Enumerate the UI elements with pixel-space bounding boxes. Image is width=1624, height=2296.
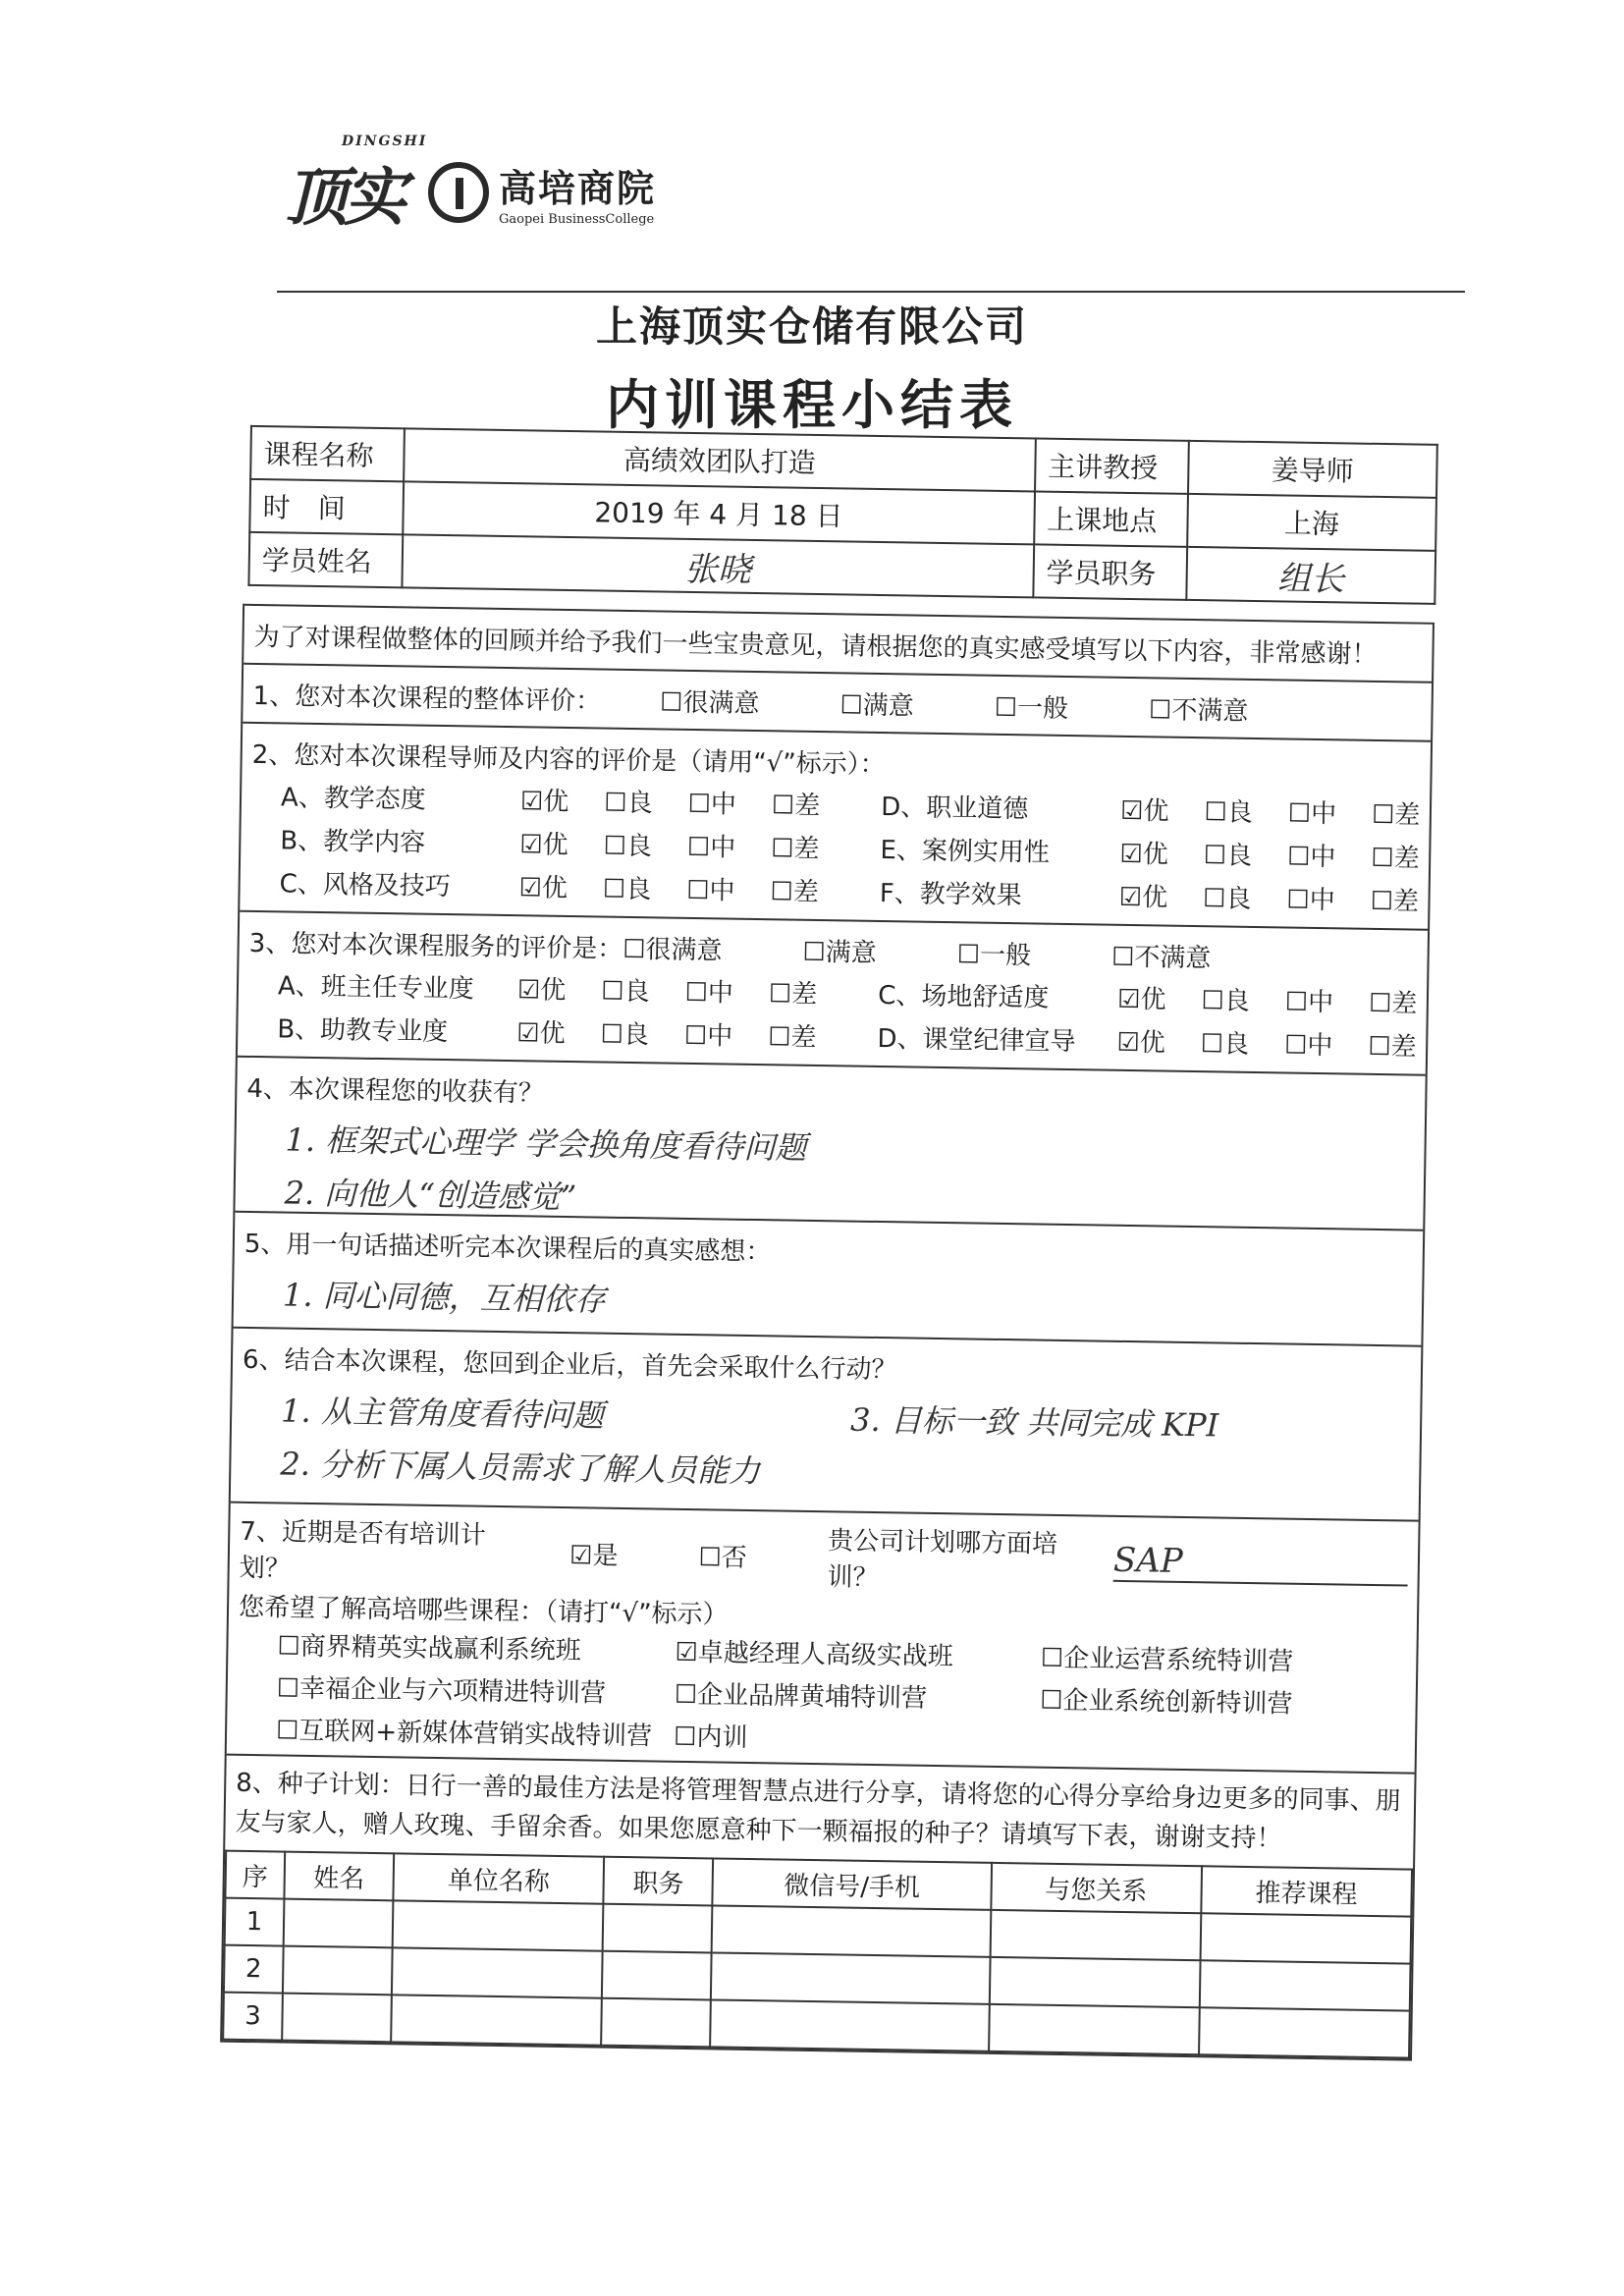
course-checkbox[interactable]: ☐互联网+新媒体营销实战特训营 — [275, 1716, 653, 1752]
q3-unsatisfied-checkbox[interactable]: ☐不满意 — [1110, 942, 1212, 973]
intro-text: 为了对课程做整体的回顾并给予我们一些宝贵意见，请根据您的真实感受填写以下内容，非常感谢！ — [253, 622, 1378, 670]
gaopei-logo: 高培商院 Gaopei BusinessCollege — [428, 158, 656, 227]
q1-satisfied-checkbox[interactable]: ☐满意 — [839, 689, 914, 722]
q3-rating-checkbox[interactable]: ☐差 — [1368, 988, 1418, 1019]
q3-rating-checkbox[interactable]: ☐良 — [1200, 1028, 1250, 1060]
q2-rating-checkbox[interactable]: ☐良 — [604, 788, 653, 818]
seed-cell[interactable] — [1200, 1913, 1411, 1963]
q2-rating-checkbox[interactable]: ☐良 — [1203, 840, 1253, 871]
course-name: 高绩效团队打造 — [404, 428, 1036, 491]
q2-rating-checkbox[interactable]: ☐中 — [686, 832, 736, 863]
q2-rating-checkbox[interactable]: ☑优 — [1119, 839, 1169, 870]
q2-rating-checkbox[interactable]: ☐差 — [1371, 843, 1420, 874]
header-divider — [277, 291, 1465, 293]
seed-cell[interactable] — [1200, 1960, 1411, 2010]
q6-answer-3[interactable]: 3. 目标一致 共同完成 KPI — [849, 1400, 1219, 1445]
seed-row-number: 1 — [225, 1898, 285, 1946]
q2-item-label: A、教学态度 — [280, 782, 427, 815]
seed-cell[interactable] — [393, 1900, 604, 1950]
course-checkbox[interactable]: ☑卓越经理人高级实战班 — [675, 1637, 954, 1672]
q6-answer-1[interactable]: 1. 从主管角度看待问题 — [280, 1392, 605, 1435]
course-date: 2019 年 4 月 18 日 — [403, 481, 1035, 544]
q2-rating-checkbox[interactable]: ☑优 — [519, 786, 569, 817]
q3-rating-checkbox[interactable]: ☐中 — [1283, 1029, 1333, 1061]
q2-rating-checkbox[interactable]: ☐中 — [1287, 798, 1337, 829]
question-6: 6、结合本次课程，您回到企业后，首先会采取什么行动？ 1. 从主管角度看待问题 3. 目标一致 共同完成 KPI 2. 分析下属人员需求了解人员能力 — [231, 1327, 1422, 1520]
q3-rating-checkbox[interactable]: ☐中 — [683, 1020, 733, 1052]
course-checkbox[interactable]: ☐企业系统创新特训营 — [1040, 1685, 1293, 1720]
course-checkbox[interactable]: ☐幸福企业与六项精进特训营 — [276, 1673, 607, 1709]
question-8: 8、种子计划：日行一善的最佳方法是将管理智慧点进行分享，请将您的心得分享给身边更多的同事、朋友与家人，赠人玫瑰、手留余香。如果您愿意种下一颗福报的种子？请填写下表，谢谢支持！ 序 姓名 单位名称 职务 微信号/手机 与您关系 推荐课程 1 2 3 — [222, 1754, 1414, 2059]
q2-item-label: C、风格及技巧 — [279, 868, 452, 902]
q2-rating-checkbox[interactable]: ☐差 — [1371, 799, 1421, 831]
q7-no-checkbox[interactable]: ☐否 — [698, 1542, 748, 1573]
q2-rating-checkbox[interactable]: ☐差 — [770, 876, 820, 907]
seed-cell[interactable] — [712, 1905, 991, 1956]
q3-average-checkbox[interactable]: ☐一般 — [956, 939, 1032, 970]
q3-item-label: D、课堂纪律宣导 — [877, 1023, 1076, 1057]
seed-table-header: 姓名 — [284, 1852, 394, 1901]
info-table: 课程名称 高绩效团队打造 主讲教授 姜导师 时 间 2019 年 4 月 18 日 上课地点 上海 学员姓名 张晓 学员职务 组长 — [247, 425, 1437, 605]
q7-yes-checkbox[interactable]: ☑是 — [568, 1540, 619, 1571]
q1-average-checkbox[interactable]: ☐一般 — [994, 692, 1069, 724]
seed-cell[interactable] — [989, 2004, 1200, 2054]
q2-rating-checkbox[interactable]: ☐中 — [1286, 842, 1336, 872]
q2-item-4 — [279, 859, 840, 911]
question-4: 4、本次课程您的收获有？ 1. 框架式心理学 学会换角度看待问题 2. 向他人“创造感觉” — [235, 1056, 1425, 1230]
seed-cell[interactable] — [603, 1904, 713, 1953]
course-checkbox[interactable]: ☐商界精英实战赢利系统班 — [277, 1631, 581, 1667]
seed-cell[interactable] — [990, 1910, 1201, 1960]
seed-cell[interactable] — [989, 1957, 1200, 2007]
q3-rating-checkbox[interactable]: ☐差 — [767, 1021, 817, 1053]
q2-item-label: B、教学内容 — [280, 825, 426, 858]
student-position: 组长 — [1186, 547, 1435, 604]
q2-rating-checkbox[interactable]: ☐中 — [687, 789, 737, 820]
q2-rating-checkbox[interactable]: ☐中 — [685, 875, 735, 906]
question-3: 3、您对本次课程服务的评价是： ☐很满意 ☐满意 ☐一般 ☐不满意 A、班主任专业度 ☑优 ☐良 ☐中 ☐差 C、场地舒适度 ☑优 ☐良 ☐中 ☐差 B、助教专业度 ☑优 ☐良 ☐中 ☐差 D、课堂纪律宣导 ☑优 ☐良 ☐中 ☐差 — [238, 910, 1428, 1074]
gaopei-mark-icon — [428, 162, 489, 223]
q3-rating-checkbox[interactable]: ☐良 — [600, 1019, 650, 1050]
form-body — [171, 424, 1443, 2061]
logo-area — [285, 134, 657, 238]
q2-rating-checkbox[interactable]: ☐良 — [602, 874, 652, 904]
seed-row-number: 3 — [223, 1993, 283, 2041]
q3-rating-checkbox[interactable]: ☑优 — [516, 974, 567, 1006]
q2-rating-checkbox[interactable]: ☑优 — [1118, 882, 1168, 913]
seed-row-number: 2 — [224, 1945, 284, 1994]
q3-item-2 — [277, 1005, 839, 1057]
question-7: 7、近期是否有培训计划？ ☑是 ☐否 贵公司计划哪方面培训？ SAP 您希望了解高培哪些课程：（请打“√”标示） ☐商界精英实战赢利系统班 ☑卓越经理人高级实战班 ☐企业运营系统特训营 ☐幸福企业与六项精进特训营 ☐企业品牌黄埔特训营 ☐企业系统创新特训营 ☐互联网+新媒体营销实战特训营 ☐内训 — [227, 1502, 1419, 1773]
q3-item-label: C、场地舒适度 — [877, 980, 1050, 1013]
seed-table-header: 推荐课程 — [1201, 1866, 1412, 1916]
seed-table-header: 单位名称 — [394, 1853, 605, 1903]
course-checkbox[interactable]: ☐企业运营系统特训营 — [1040, 1643, 1294, 1677]
q7-plan-field[interactable]: SAP — [1113, 1541, 1409, 1587]
q3-item-3 — [877, 1014, 1438, 1066]
question-2: 2、您对本次课程导师及内容的评价是（请用“√”标示）： A、教学态度 ☑优 ☐良 ☐中 ☐差 D、职业道德 ☑优 ☐良 ☐中 ☐差 B、教学内容 ☑优 ☐良 ☐中 ☐差 E、案例实用性 ☑优 ☐良 ☐中 ☐差 C、风格及技巧 ☑优 ☐良 ☐中 ☐差 F、教学效果 ☑优 ☐良 ☐中 ☐差 — [240, 722, 1431, 929]
form-title: 内训课程小结表 — [606, 374, 1018, 436]
q5-answer-1[interactable]: 1. 同心同德，互相依存 — [282, 1276, 607, 1319]
q2-rating-checkbox[interactable]: ☑优 — [518, 872, 568, 903]
seed-table-header: 职务 — [604, 1857, 714, 1906]
q3-rating-checkbox[interactable]: ☐中 — [1284, 986, 1334, 1017]
seed-cell[interactable] — [1199, 2007, 1410, 2057]
q1-unsatisfied-checkbox[interactable]: ☐不满意 — [1148, 694, 1249, 727]
q6-answer-2[interactable]: 2. 分析下属人员需求了解人员能力 — [280, 1445, 761, 1491]
q2-item-5 — [880, 869, 1441, 921]
company-name: 上海顶实仓储有限公司 — [595, 302, 1028, 351]
q3-item-label: B、助教专业度 — [277, 1013, 449, 1047]
q3-rating-checkbox[interactable]: ☑优 — [516, 1017, 566, 1049]
q2-rating-checkbox[interactable]: ☐良 — [603, 831, 653, 861]
q4-answer-1[interactable]: 1. 框架式心理学 学会换角度看待问题 — [285, 1121, 807, 1167]
q2-rating-checkbox[interactable]: ☐良 — [1202, 883, 1252, 914]
course-place: 上海 — [1187, 494, 1436, 551]
q3-rating-checkbox[interactable]: ☐中 — [684, 977, 734, 1009]
q3-rating-checkbox[interactable]: ☐良 — [1201, 985, 1251, 1016]
seed-cell[interactable] — [711, 1999, 990, 2050]
q2-rating-checkbox[interactable]: ☐中 — [1286, 885, 1335, 915]
q4-answer-2[interactable]: 2. 向他人“创造感觉” — [284, 1174, 577, 1217]
q3-satisfied-checkbox[interactable]: ☐满意 — [802, 937, 878, 968]
student-name: 张晓 — [402, 534, 1034, 597]
q2-rating-checkbox[interactable]: ☐差 — [771, 790, 821, 821]
course-checkbox[interactable]: ☐内训 — [673, 1722, 748, 1753]
seed-table-header: 与您关系 — [991, 1863, 1202, 1913]
seed-table-header: 微信号/手机 — [713, 1858, 992, 1909]
survey — [220, 604, 1435, 2061]
q2-item-label: E、案例实用性 — [880, 835, 1051, 868]
q2-item-label: F、教学效果 — [879, 878, 1023, 910]
seed-cell[interactable] — [283, 1946, 393, 1995]
q2-item-label: D、职业道德 — [880, 792, 1029, 824]
question-1: 1、您对本次课程的整体评价： ☐很满意 ☐满意 ☐一般 ☐不满意 — [243, 663, 1432, 740]
course-checkbox[interactable]: ☐企业品牌黄埔特训营 — [674, 1679, 928, 1714]
q1-very-satisfied-checkbox[interactable]: ☐很满意 — [659, 686, 760, 719]
seed-table — [222, 1850, 1413, 2059]
seed-cell[interactable] — [282, 1994, 392, 2043]
seed-cell[interactable] — [391, 1995, 602, 2045]
q3-item-label: A、班主任专业度 — [277, 970, 475, 1005]
question-5: 5、用一句话描述听完本次课程后的真实感想： 1. 同心同德，互相依存 — [234, 1211, 1424, 1345]
dingshi-logo: DINGSHI 顶实 — [285, 134, 428, 235]
q3-rating-checkbox[interactable]: ☐差 — [768, 978, 818, 1010]
seed-cell[interactable] — [601, 1998, 711, 2048]
q2-rating-checkbox[interactable]: ☑优 — [1119, 795, 1169, 827]
seed-cell[interactable] — [392, 1947, 603, 1997]
q3-very-satisfied-checkbox[interactable]: ☐很满意 — [622, 934, 723, 965]
q2-rating-checkbox[interactable]: ☑优 — [519, 829, 568, 860]
q3-rating-checkbox[interactable]: ☐良 — [601, 976, 650, 1007]
seed-cell[interactable] — [602, 1951, 712, 2000]
q2-rating-checkbox[interactable]: ☐差 — [1370, 886, 1420, 917]
seed-table-header: 序 — [225, 1851, 285, 1899]
q2-rating-checkbox[interactable]: ☐良 — [1204, 796, 1254, 828]
seed-cell[interactable] — [711, 1952, 990, 2003]
teacher-name: 姜导师 — [1188, 441, 1437, 498]
q2-rating-checkbox[interactable]: ☐差 — [770, 833, 820, 864]
q3-rating-checkbox[interactable]: ☑优 — [1116, 1027, 1166, 1059]
seed-cell[interactable] — [284, 1899, 394, 1948]
q3-rating-checkbox[interactable]: ☑优 — [1116, 984, 1166, 1015]
q3-rating-checkbox[interactable]: ☐差 — [1368, 1031, 1417, 1063]
